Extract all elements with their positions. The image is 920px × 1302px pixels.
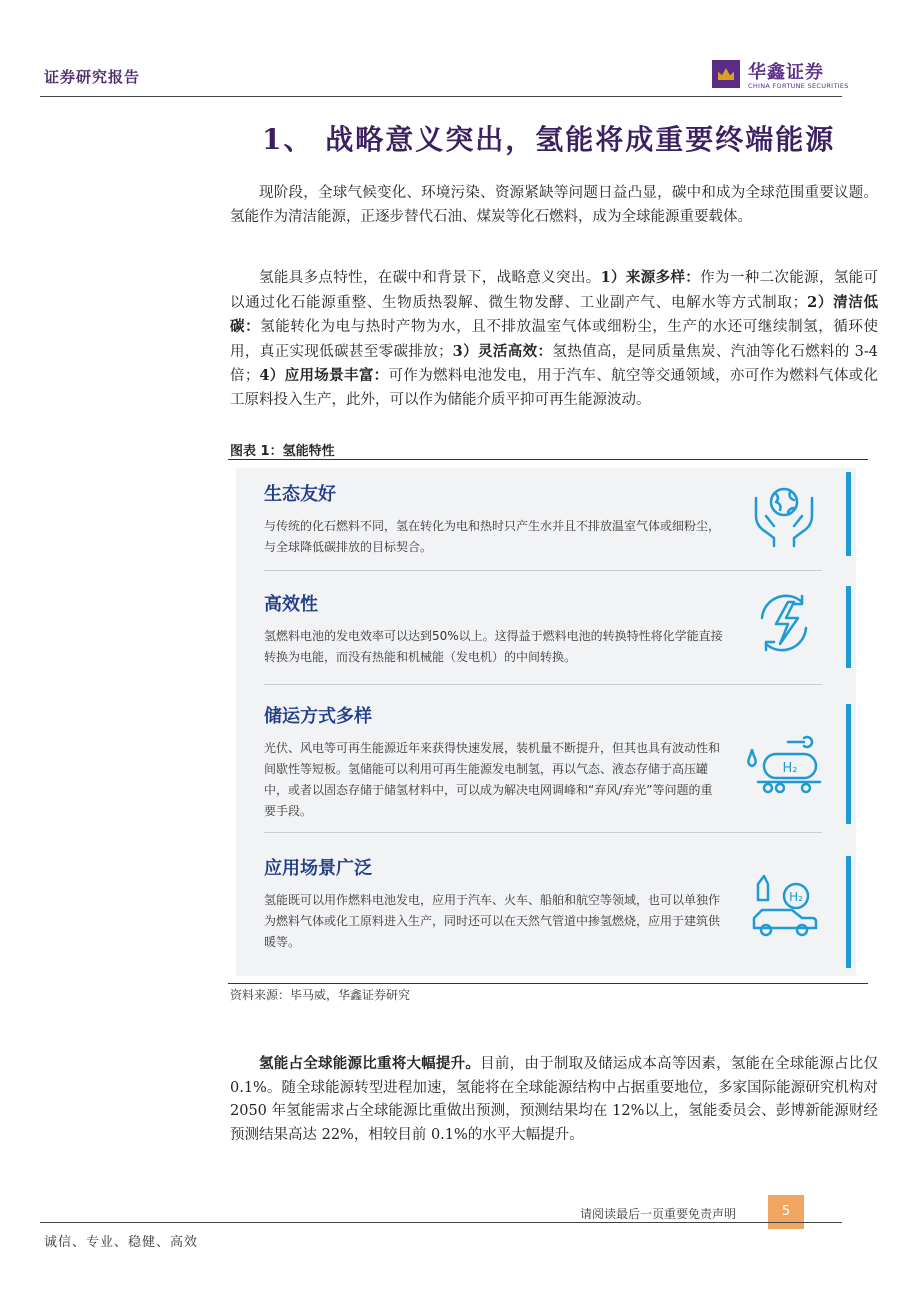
paragraph-forecast bbox=[230, 1052, 878, 1147]
paragraph-features bbox=[230, 266, 878, 412]
card-text: 与传统的化石燃料不同，氢在转化为电和热时只产生水并且不排放温室气体或细粉尘，与全球降低碳排放的目标契合。 bbox=[264, 519, 721, 554]
figure-source: 资料来源：毕马威，华鑫证券研究 bbox=[230, 988, 411, 1002]
feature-3-label: 3）灵活高效： bbox=[452, 342, 553, 360]
feature-card-storage bbox=[264, 702, 824, 822]
feature-card-eco bbox=[264, 480, 824, 558]
card-text: 氢燃料电池的发电效率可以达到50%以上。这得益于燃料电池的转换特性将化学能直接转换为电能，而没有热能和机械能（发电机）的中间转换。 bbox=[264, 629, 723, 664]
feature-2-text: 氢能转化为电与热时产物为水，且不排放温室气体或细粉尘，生产的水还可继续制氢，循环使用，真正实现低碳甚至零碳排放； bbox=[230, 319, 879, 360]
card-title: 储运方式多样 bbox=[264, 706, 372, 727]
card-accent-bar bbox=[846, 704, 851, 824]
card-title: 高效性 bbox=[264, 594, 318, 615]
card-text: 氢能既可以用作燃料电池发电，应用于汽车、火车、船舶和航空等领域，也可以单独作为燃料气体或化工原料进入生产，同时还可以在天然气管道中掺氢燃烧，应用于建筑供暖等。 bbox=[264, 893, 721, 949]
header-divider bbox=[40, 96, 842, 97]
card-divider bbox=[264, 684, 822, 685]
figure-top-rule bbox=[228, 459, 868, 460]
h2-label: H₂ bbox=[789, 890, 803, 904]
figure-bottom-rule bbox=[228, 983, 868, 984]
card-title: 生态友好 bbox=[264, 484, 336, 505]
feature-3-text: 氢热值高，是同质量焦炭、汽油等化石燃料的 3-4 倍； bbox=[230, 343, 879, 384]
card-accent-bar bbox=[846, 856, 851, 968]
hydrogen-features-figure bbox=[236, 468, 856, 976]
logo-chinese-name: 华鑫证券 bbox=[748, 62, 824, 83]
section-title: 1、 战略意义突出，氢能将成重要终端能源 bbox=[262, 123, 836, 156]
card-divider bbox=[264, 570, 822, 571]
features-intro-text: 氢能具多点特性，在碳中和背景下，战略意义突出。 bbox=[259, 270, 601, 286]
earth-hands-icon bbox=[744, 478, 824, 548]
h2-car-icon bbox=[744, 872, 824, 942]
paragraph-intro: 现阶段，全球气候变化、环境污染、资源紧缺等问题日益凸显，碳中和成为全球范围重要议题。氢能作为清洁能源，正逐步替代石油、煤炭等化石燃料，成为全球能源重要载体。 bbox=[230, 185, 878, 225]
card-accent-bar bbox=[846, 586, 851, 668]
feature-card-efficiency bbox=[264, 590, 824, 668]
report-type-label: 证券研究报告 bbox=[44, 68, 141, 86]
footer-motto: 诚信、专业、稳健、高效 bbox=[44, 1235, 199, 1250]
footer-divider bbox=[40, 1222, 842, 1223]
forecast-text: 目前，由于制取及储运成本高等因素，氢能在全球能源占比仅 0.1%。随全球能源转型进程加速，氢能将在全球能源结构中占据重要地位，多家国际能源研究机构对 2050 年氢能需求占全球能源比重做出预测，预测结果均在 12%以上，氢能委员会、彭博新能源财经预测结果高达 22%，相较目前 0.1%的水平大幅提升。 bbox=[230, 1056, 879, 1143]
h2-tanker-icon bbox=[744, 732, 824, 802]
figure-title: 图表 1：氢能特性 bbox=[230, 444, 335, 459]
logo-english-name: CHINA FORTUNE SECURITIES bbox=[748, 82, 849, 90]
disclaimer-note: 请阅读最后一页重要免责声明 bbox=[580, 1207, 737, 1221]
h2-label: H₂ bbox=[782, 761, 798, 776]
feature-1-text: 作为一种二次能源，氢能可以通过化石能源重整、生物质热裂解、微生物发酵、工业副产气、电解水等方式制取； bbox=[230, 270, 879, 311]
company-logo bbox=[712, 58, 849, 94]
page-number: 5 bbox=[768, 1195, 804, 1229]
forecast-lead: 氢能占全球能源比重将大幅提升。 bbox=[259, 1055, 481, 1072]
feature-4-text: 可作为燃料电池发电，用于汽车、航空等交通领域，亦可作为燃料气体或化工原料投入生产，此外，可以作为储能介质平抑可再生能源波动。 bbox=[230, 368, 879, 408]
card-accent-bar bbox=[846, 472, 851, 556]
card-divider bbox=[264, 832, 822, 833]
feature-2-label: 2）清洁低碳： bbox=[230, 293, 879, 335]
feature-4-label: 4）应用场景丰富： bbox=[259, 367, 389, 384]
card-text: 光伏、风电等可再生能源近年来获得快速发展，装机量不断提升，但其也具有波动性和间歇性等短板。氢储能可以利用可再生能源发电制氢，再以气态、液态存储于高压罐中，或者以固态存储于储氢材料中，可以成为解决电网调峰和“弃风/弃光”等问题的重要手段。 bbox=[264, 741, 721, 818]
lightning-cycle-icon bbox=[744, 588, 824, 658]
card-title: 应用场景广泛 bbox=[264, 858, 372, 879]
feature-1-label: 1）来源多样： bbox=[600, 269, 701, 286]
logo-mark-icon bbox=[712, 60, 740, 88]
feature-card-applications bbox=[264, 854, 824, 953]
